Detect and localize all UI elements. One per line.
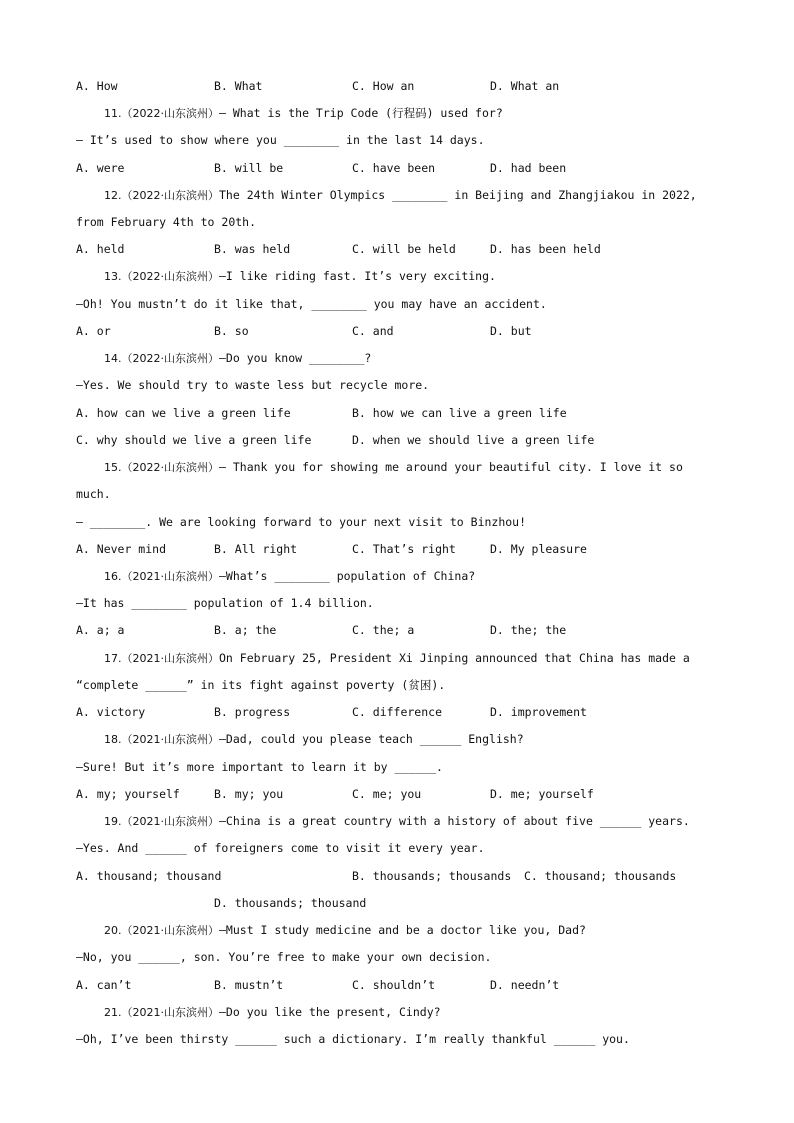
option-b: B. was held (214, 242, 291, 256)
option-b: B. thousands; thousands (352, 869, 512, 883)
question-number: 18. (104, 733, 122, 746)
option-d: D. What an (490, 79, 560, 93)
option-d: D. improvement (490, 705, 587, 719)
option-b: B. my; you (214, 787, 284, 801)
question-source: （2022·山东滨州） (121, 189, 219, 202)
question-source: （2021·山东滨州） (121, 570, 219, 583)
question-number: 17. (104, 652, 122, 665)
option-c: C. me; you (352, 787, 422, 801)
option-c: C. thousand; thousands (524, 869, 677, 883)
question-14-stem (104, 350, 371, 367)
question-number: 12. (104, 189, 122, 202)
question-11-stem (104, 105, 503, 122)
option-d: D. My pleasure (490, 542, 587, 556)
option-a: A. held (76, 242, 125, 256)
option-b: B. What (214, 79, 263, 93)
option-a: A. a; a (76, 623, 125, 637)
question-12-line: from February 4th to 20th. (76, 215, 257, 229)
question-number: 20. (104, 924, 122, 937)
option-d: D. had been (490, 161, 567, 175)
option-c: C. the; a (352, 623, 415, 637)
option-c: C. why should we live a green life (76, 433, 312, 447)
question-12-stem (104, 187, 697, 204)
option-a: A. how can we live a green life (76, 406, 291, 420)
question-source: （2022·山东滨州） (121, 270, 219, 283)
question-number: 19. (104, 815, 122, 828)
question-text: —Do you know ________? (219, 351, 372, 365)
question-number: 16. (104, 570, 122, 583)
option-b: B. mustn’t (214, 978, 284, 992)
option-d: D. thousands; thousand (214, 896, 367, 910)
question-21-stem (104, 1004, 441, 1021)
option-c: C. have been (352, 161, 436, 175)
question-text: —I like riding fast. It’s very exciting. (219, 269, 496, 283)
option-c: C. will be held (352, 242, 456, 256)
option-c: C. How an (352, 79, 415, 93)
question-11-line: — It’s used to show where you ________ in the last 14 days. (76, 133, 485, 147)
question-source: （2022·山东滨州） (121, 352, 219, 365)
option-a: A. Never mind (76, 542, 167, 556)
question-15-line: much. (76, 487, 111, 501)
option-d: D. but (490, 324, 532, 338)
option-a: A. my; yourself (76, 787, 180, 801)
question-17-line: “complete ______” in its fight against poverty (贫困). (76, 678, 446, 692)
question-17-stem (104, 650, 690, 667)
option-a: A. victory (76, 705, 146, 719)
option-b: B. a; the (214, 623, 277, 637)
question-19-line: —Yes. And ______ of foreigners come to visit it every year. (76, 841, 485, 855)
option-b: B. so (214, 324, 249, 338)
question-source: （2021·山东滨州） (121, 652, 219, 665)
option-a: A. were (76, 161, 125, 175)
question-15-line: — ________. We are looking forward to your next visit to Binzhou! (76, 515, 527, 529)
question-source: （2021·山东滨州） (121, 924, 219, 937)
question-text: —What’s ________ population of China? (219, 569, 476, 583)
option-c: C. difference (352, 705, 443, 719)
question-14-line: —Yes. We should try to waste less but recycle more. (76, 378, 430, 392)
question-text: —Dad, could you please teach ______ English? (219, 732, 524, 746)
option-b: B. how we can live a green life (352, 406, 567, 420)
question-21-line: —Oh, I’ve been thirsty ______ such a dictionary. I’m really thankful ______ you. (76, 1032, 630, 1046)
question-source: （2022·山东滨州） (121, 107, 219, 120)
question-text: —China is a great country with a history of about five ______ years. (219, 814, 690, 828)
option-c: C. shouldn’t (352, 978, 436, 992)
question-source: （2021·山东滨州） (121, 733, 219, 746)
question-19-stem (104, 813, 690, 830)
question-text: —Must I study medicine and be a doctor like you, Dad? (219, 923, 586, 937)
question-source: （2021·山东滨州） (121, 815, 219, 828)
option-a: A. can’t (76, 978, 132, 992)
question-number: 13. (104, 270, 122, 283)
question-number: 14. (104, 352, 122, 365)
question-20-line: —No, you ______, son. You’re free to make your own decision. (76, 950, 492, 964)
question-number: 11. (104, 107, 122, 120)
option-c: C. That’s right (352, 542, 456, 556)
option-c: C. and (352, 324, 394, 338)
question-text: The 24th Winter Olympics ________ in Beijing and Zhangjiakou in 2022, (219, 188, 697, 202)
option-a: A. How (76, 79, 118, 93)
question-13-line: —Oh! You mustn’t do it like that, ________ you may have an accident. (76, 297, 547, 311)
question-source: （2021·山东滨州） (121, 1006, 219, 1019)
question-text: On February 25, President Xi Jinping announced that China has made a (219, 651, 690, 665)
question-number: 15. (104, 461, 122, 474)
question-number: 21. (104, 1006, 122, 1019)
option-b: B. will be (214, 161, 284, 175)
question-15-stem (104, 459, 683, 476)
option-d: D. the; the (490, 623, 567, 637)
option-d: D. when we should live a green life (352, 433, 595, 447)
question-text: — What is the Trip Code (行程码) used for? (219, 106, 503, 120)
question-13-stem (104, 268, 496, 285)
question-16-stem (104, 568, 475, 585)
question-source: （2022·山东滨州） (121, 461, 219, 474)
option-b: B. All right (214, 542, 298, 556)
option-a: A. thousand; thousand (76, 869, 222, 883)
question-16-line: —It has ________ population of 1.4 billion. (76, 596, 374, 610)
option-d: D. has been held (490, 242, 601, 256)
option-a: A. or (76, 324, 111, 338)
option-b: B. progress (214, 705, 291, 719)
question-text: — Thank you for showing me around your beautiful city. I love it so (219, 460, 683, 474)
question-18-stem (104, 731, 524, 748)
question-18-line: —Sure! But it’s more important to learn it by ______. (76, 760, 443, 774)
question-20-stem (104, 922, 586, 939)
option-d: D. me; yourself (490, 787, 594, 801)
option-d: D. needn’t (490, 978, 560, 992)
question-text: —Do you like the present, Cindy? (219, 1005, 441, 1019)
